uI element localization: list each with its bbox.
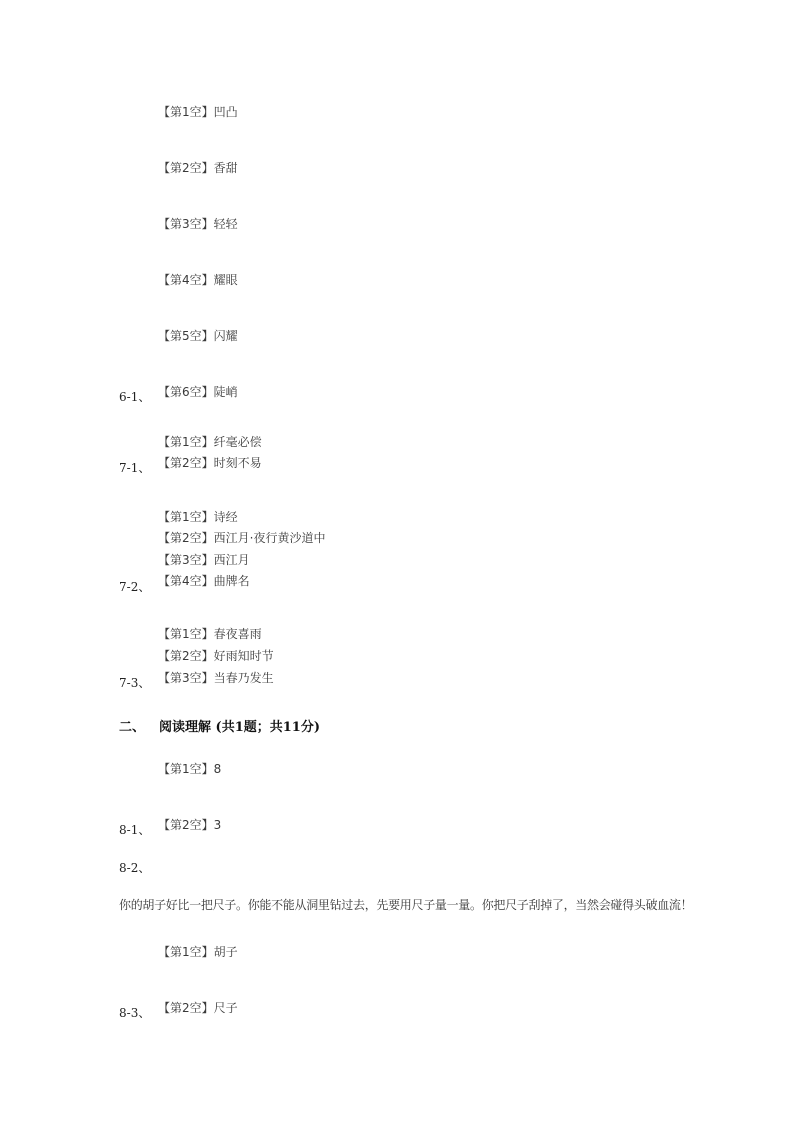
answer-blank bbox=[158, 552, 250, 568]
blank-label: 【第3空】 bbox=[158, 217, 214, 231]
blank-label: 【第1空】 bbox=[158, 435, 214, 449]
answer-blank bbox=[158, 104, 238, 120]
blank-label: 【第1空】 bbox=[158, 762, 214, 776]
blank-label: 【第2空】 bbox=[158, 456, 214, 470]
question-number: 7-2、 bbox=[119, 580, 151, 594]
answer-blank bbox=[158, 626, 262, 642]
blank-answer: 香甜 bbox=[213, 161, 238, 175]
blank-answer: 好雨知时节 bbox=[213, 649, 274, 663]
answer-blank bbox=[158, 530, 325, 546]
blank-label: 【第6空】 bbox=[158, 385, 214, 399]
blank-answer: 闪耀 bbox=[213, 329, 238, 343]
blank-answer: 西江月·夜行黄沙道中 bbox=[213, 531, 326, 545]
blank-label: 【第2空】 bbox=[158, 161, 214, 175]
answer-blank bbox=[158, 944, 238, 960]
blank-answer: 轻轻 bbox=[213, 217, 238, 231]
question-number: 8-2、 bbox=[119, 861, 151, 875]
blank-answer: 曲牌名 bbox=[213, 574, 250, 588]
question-number: 7-1、 bbox=[119, 461, 151, 475]
blank-label: 【第1空】 bbox=[158, 945, 214, 959]
answer-blank bbox=[158, 384, 238, 400]
blank-label: 【第3空】 bbox=[158, 671, 214, 685]
blank-answer: 春夜喜雨 bbox=[213, 627, 262, 641]
blank-label: 【第1空】 bbox=[158, 105, 214, 119]
blank-answer: 尺子 bbox=[213, 1001, 238, 1015]
answer-blank bbox=[158, 434, 262, 450]
answer-blank bbox=[158, 160, 238, 176]
answer-blank bbox=[158, 670, 274, 686]
answer-blank bbox=[158, 216, 238, 232]
answer-blank bbox=[158, 509, 238, 525]
blank-answer: 耀眼 bbox=[213, 273, 238, 287]
answer-blank bbox=[158, 455, 262, 471]
answer-blank bbox=[158, 328, 238, 344]
blank-answer: 诗经 bbox=[213, 510, 238, 524]
answer-blank bbox=[158, 648, 274, 664]
blank-label: 【第1空】 bbox=[158, 510, 214, 524]
blank-label: 【第5空】 bbox=[158, 329, 214, 343]
blank-label: 【第2空】 bbox=[158, 1001, 214, 1015]
blank-answer: 当春乃发生 bbox=[213, 671, 274, 685]
answer-blank bbox=[158, 817, 221, 833]
blank-answer: 胡子 bbox=[213, 945, 238, 959]
question-number: 8-1、 bbox=[119, 823, 151, 837]
blank-label: 【第2空】 bbox=[158, 649, 214, 663]
blank-answer: 西江月 bbox=[213, 553, 250, 567]
answer-blank bbox=[158, 761, 221, 777]
section-title: 阅读理解 (共1题；共11分) bbox=[159, 720, 320, 735]
section-heading bbox=[119, 719, 320, 737]
question-number: 8-3、 bbox=[119, 1006, 151, 1020]
blank-answer: 纤毫必偿 bbox=[213, 435, 262, 449]
answer-paragraph: 你的胡子好比一把尺子。你能不能从洞里钻过去，先要用尺子量一量。你把尺子刮掉了，当然会碰得头破血流！ bbox=[119, 898, 693, 912]
blank-answer: 8 bbox=[213, 762, 222, 776]
blank-label: 【第1空】 bbox=[158, 627, 214, 641]
answer-blank bbox=[158, 272, 238, 288]
blank-answer: 陡峭 bbox=[213, 385, 238, 399]
blank-answer: 凹凸 bbox=[213, 105, 238, 119]
blank-label: 【第4空】 bbox=[158, 273, 214, 287]
blank-label: 【第2空】 bbox=[158, 818, 214, 832]
question-number: 6-1、 bbox=[119, 390, 151, 404]
blank-answer: 时刻不易 bbox=[213, 456, 262, 470]
blank-label: 【第3空】 bbox=[158, 553, 214, 567]
blank-label: 【第2空】 bbox=[158, 531, 214, 545]
blank-answer: 3 bbox=[213, 818, 222, 832]
section-number: 二、 bbox=[119, 720, 146, 735]
question-number: 7-3、 bbox=[119, 676, 151, 690]
answer-blank bbox=[158, 573, 250, 589]
blank-label: 【第4空】 bbox=[158, 574, 214, 588]
answer-blank bbox=[158, 1000, 238, 1016]
